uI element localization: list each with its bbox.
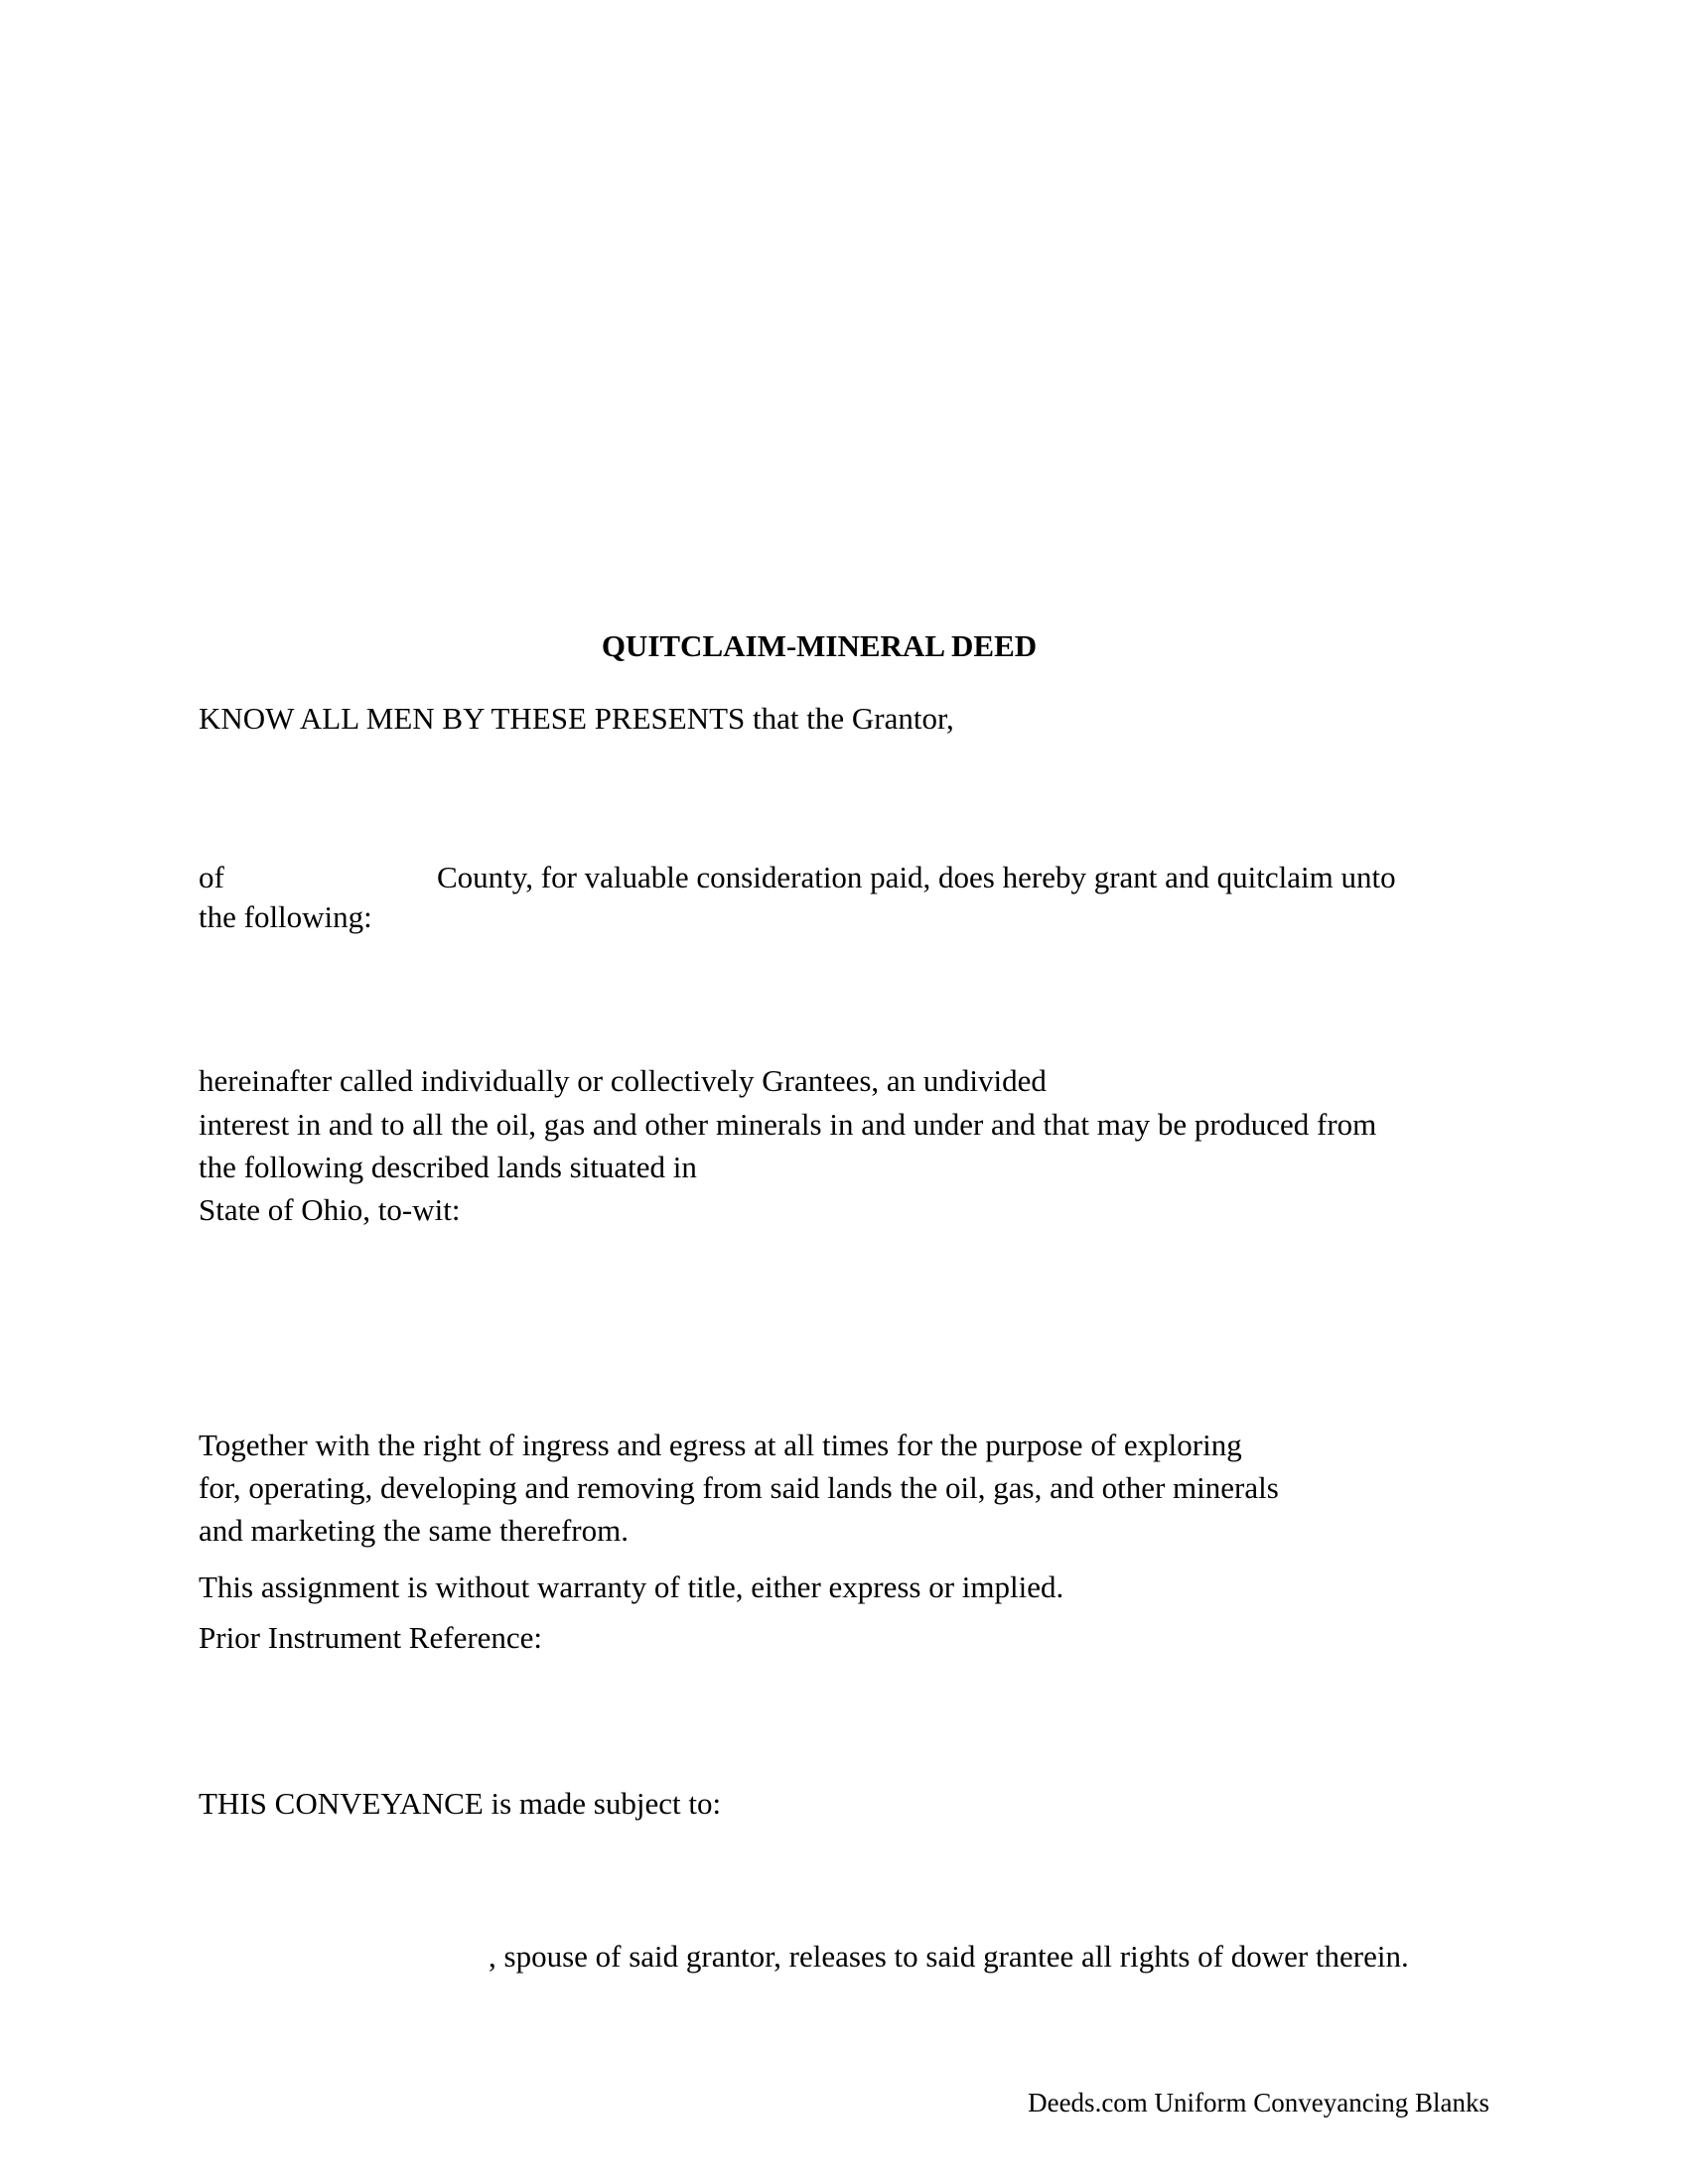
grantees-line-2: interest in and to all the oil, gas and other minerals in and under and that may be produced from (199, 1107, 1377, 1142)
intro-line: KNOW ALL MEN BY THESE PRESENTS that the Grantor, (199, 701, 954, 736)
ingress-line-2: for, operating, developing and removing from said lands the oil, gas, and other minerals (199, 1470, 1279, 1505)
ingress-line-3: and marketing the same therefrom. (199, 1513, 629, 1548)
document-title: QUITCLAIM-MINERAL DEED (601, 628, 1038, 663)
warranty-line: This assignment is without warranty of title, either express or implied. (199, 1570, 1064, 1604)
footer-credit: Deeds.com Uniform Conveyancing Blanks (1028, 2088, 1489, 2117)
grantees-line-3: the following described lands situated in (199, 1150, 697, 1184)
conveyance-line: THIS CONVEYANCE is made subject to: (199, 1786, 722, 1821)
grantees-line-1: hereinafter called individually or collectively Grantees, an undivided (199, 1063, 1047, 1098)
ingress-line-1: Together with the right of ingress and egress at all times for the purpose of exploring (199, 1428, 1242, 1462)
prior-instrument-reference: Prior Instrument Reference: (199, 1620, 543, 1655)
county-clause: County, for valuable consideration paid, does hereby grant and quitclaim unto (437, 860, 1396, 894)
grantees-line-4: State of Ohio, to-wit: (199, 1192, 461, 1227)
county-clause-continued: the following: (199, 899, 372, 934)
dower-release-line: , spouse of said grantor, releases to said grantee all rights of dower therein. (489, 1939, 1409, 1974)
county-prefix: of (199, 860, 224, 894)
